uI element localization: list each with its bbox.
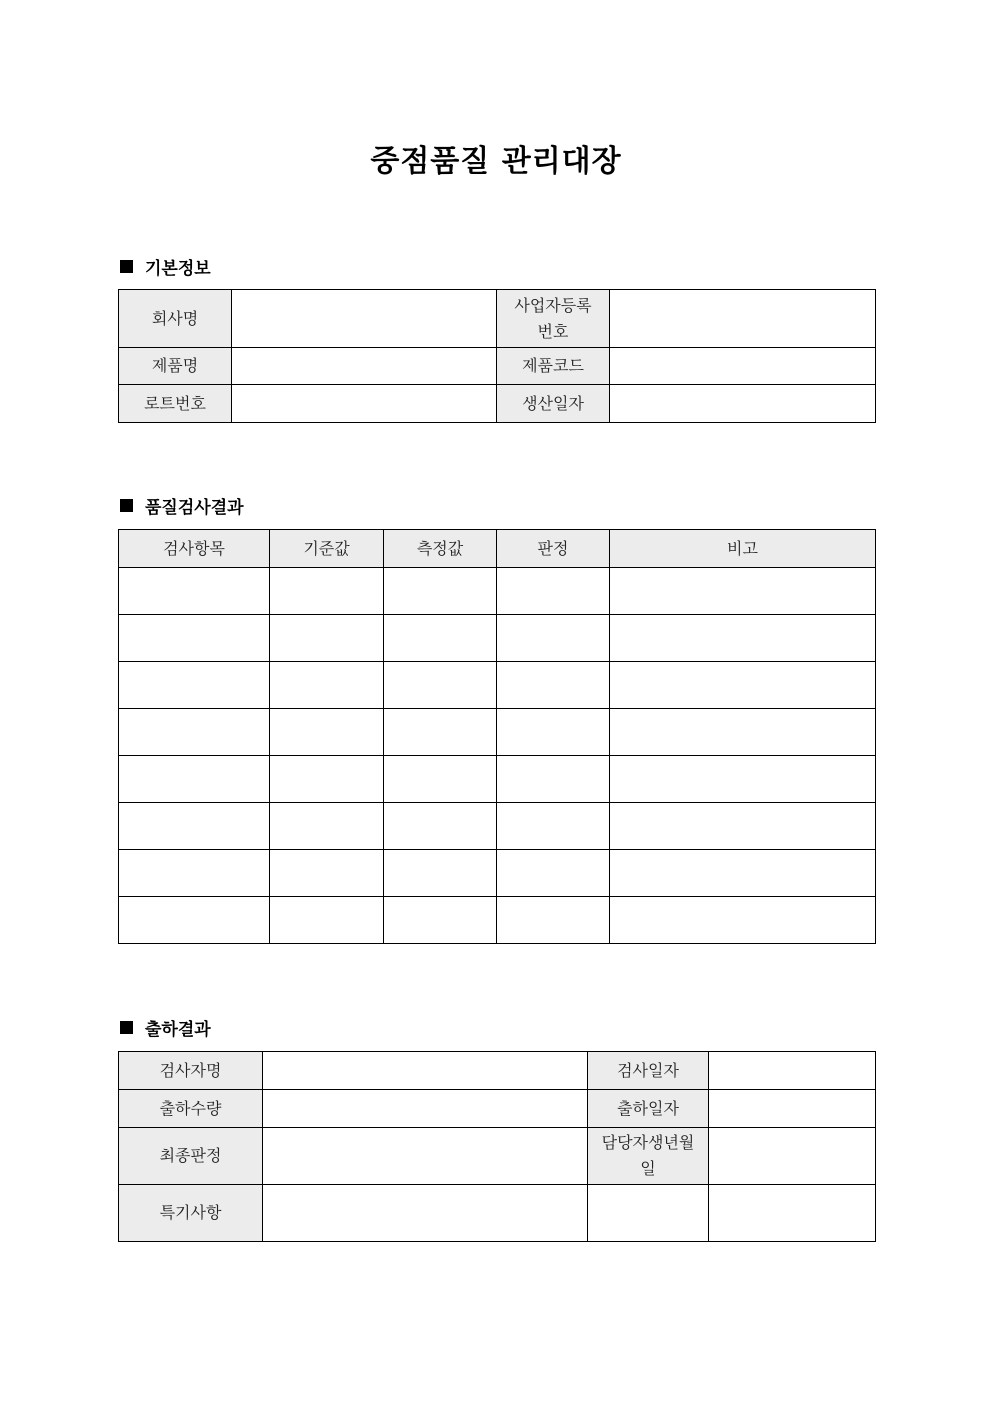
column-header-remarks: 비고 — [610, 530, 876, 568]
inspection-date-field[interactable] — [709, 1052, 876, 1090]
remarks-field[interactable] — [610, 568, 876, 615]
standard-value-field[interactable] — [270, 615, 384, 662]
label-company-name: 회사명 — [119, 290, 232, 348]
judgment-field[interactable] — [497, 756, 610, 803]
standard-value-field[interactable] — [270, 756, 384, 803]
label-inspection-date: 검사일자 — [588, 1052, 709, 1090]
table-row — [119, 803, 876, 850]
final-judgment-field[interactable] — [263, 1128, 588, 1185]
section-heading-basic-info — [120, 254, 211, 279]
square-bullet-icon — [120, 499, 133, 512]
table-row — [119, 1185, 876, 1242]
table-row — [119, 897, 876, 944]
remarks-field[interactable] — [610, 662, 876, 709]
label-production-date: 생산일자 — [497, 385, 610, 423]
column-header-standard: 기준값 — [270, 530, 384, 568]
judgment-field[interactable] — [497, 662, 610, 709]
table-row — [119, 290, 876, 348]
label-shipment-date: 출하일자 — [588, 1090, 709, 1128]
company-name-field[interactable] — [232, 290, 497, 348]
column-header-item: 검사항목 — [119, 530, 270, 568]
square-bullet-icon — [120, 1021, 133, 1034]
product-name-field[interactable] — [232, 348, 497, 385]
table-row — [119, 1090, 876, 1128]
inspection-item-field[interactable] — [119, 897, 270, 944]
label-text: 담당자생년월 일 — [601, 1133, 695, 1178]
standard-value-field[interactable] — [270, 897, 384, 944]
judgment-field[interactable] — [497, 850, 610, 897]
square-bullet-icon — [120, 260, 133, 273]
measured-value-field[interactable] — [384, 662, 497, 709]
table-row — [119, 348, 876, 385]
measured-value-field[interactable] — [384, 897, 497, 944]
judgment-field[interactable] — [497, 709, 610, 756]
judgment-field[interactable] — [497, 803, 610, 850]
standard-value-field[interactable] — [270, 803, 384, 850]
table-row — [119, 1128, 876, 1185]
lot-number-field[interactable] — [232, 385, 497, 423]
label-manager-birthdate — [588, 1128, 709, 1185]
business-reg-number-field[interactable] — [610, 290, 876, 348]
blank-cell[interactable] — [588, 1185, 709, 1242]
remarks-field[interactable] — [610, 756, 876, 803]
label-text: 사업자등록 번호 — [514, 295, 592, 341]
table-row — [119, 850, 876, 897]
inspection-item-field[interactable] — [119, 662, 270, 709]
table-header-row — [119, 530, 876, 568]
inspection-item-field[interactable] — [119, 568, 270, 615]
label-lot-number: 로트번호 — [119, 385, 232, 423]
table-row — [119, 756, 876, 803]
inspection-item-field[interactable] — [119, 756, 270, 803]
table-row — [119, 1052, 876, 1090]
column-header-judgment: 판정 — [497, 530, 610, 568]
inspection-table — [118, 529, 876, 944]
measured-value-field[interactable] — [384, 615, 497, 662]
standard-value-field[interactable] — [270, 568, 384, 615]
inspection-item-field[interactable] — [119, 709, 270, 756]
remarks-field[interactable] — [610, 709, 876, 756]
remarks-field[interactable] — [610, 850, 876, 897]
label-final-judgment: 최종판정 — [119, 1128, 263, 1185]
section-title: 출하결과 — [145, 1020, 211, 1040]
document-title: 중점품질 관리대장 — [370, 144, 622, 179]
measured-value-field[interactable] — [384, 803, 497, 850]
standard-value-field[interactable] — [270, 850, 384, 897]
label-shipment-quantity: 출하수량 — [119, 1090, 263, 1128]
product-code-field[interactable] — [610, 348, 876, 385]
shipment-quantity-field[interactable] — [263, 1090, 588, 1128]
measured-value-field[interactable] — [384, 756, 497, 803]
inspector-name-field[interactable] — [263, 1052, 588, 1090]
remarks-field[interactable] — [610, 897, 876, 944]
label-special-notes: 특기사항 — [119, 1185, 263, 1242]
standard-value-field[interactable] — [270, 662, 384, 709]
measured-value-field[interactable] — [384, 568, 497, 615]
table-row — [119, 662, 876, 709]
column-header-measured: 측정값 — [384, 530, 497, 568]
special-notes-field[interactable] — [263, 1185, 588, 1242]
label-product-code: 제품코드 — [497, 348, 610, 385]
manager-birthdate-field[interactable] — [709, 1128, 876, 1185]
section-heading-shipment — [120, 1015, 211, 1040]
judgment-field[interactable] — [497, 897, 610, 944]
blank-cell[interactable] — [709, 1185, 876, 1242]
shipment-date-field[interactable] — [709, 1090, 876, 1128]
remarks-field[interactable] — [610, 615, 876, 662]
standard-value-field[interactable] — [270, 709, 384, 756]
measured-value-field[interactable] — [384, 709, 497, 756]
shipment-table — [118, 1051, 876, 1242]
section-heading-inspection — [120, 493, 244, 518]
table-row — [119, 385, 876, 423]
label-inspector-name: 검사자명 — [119, 1052, 263, 1090]
table-row — [119, 568, 876, 615]
judgment-field[interactable] — [497, 615, 610, 662]
inspection-item-field[interactable] — [119, 803, 270, 850]
section-title: 품질검사결과 — [145, 498, 244, 518]
table-row — [119, 615, 876, 662]
basic-info-table — [118, 289, 876, 423]
inspection-item-field[interactable] — [119, 615, 270, 662]
label-business-reg-number — [497, 290, 610, 348]
section-title: 기본정보 — [145, 259, 211, 279]
inspection-item-field[interactable] — [119, 850, 270, 897]
table-row — [119, 709, 876, 756]
remarks-field[interactable] — [610, 803, 876, 850]
judgment-field[interactable] — [497, 568, 610, 615]
label-product-name: 제품명 — [119, 348, 232, 385]
measured-value-field[interactable] — [384, 850, 497, 897]
production-date-field[interactable] — [610, 385, 876, 423]
